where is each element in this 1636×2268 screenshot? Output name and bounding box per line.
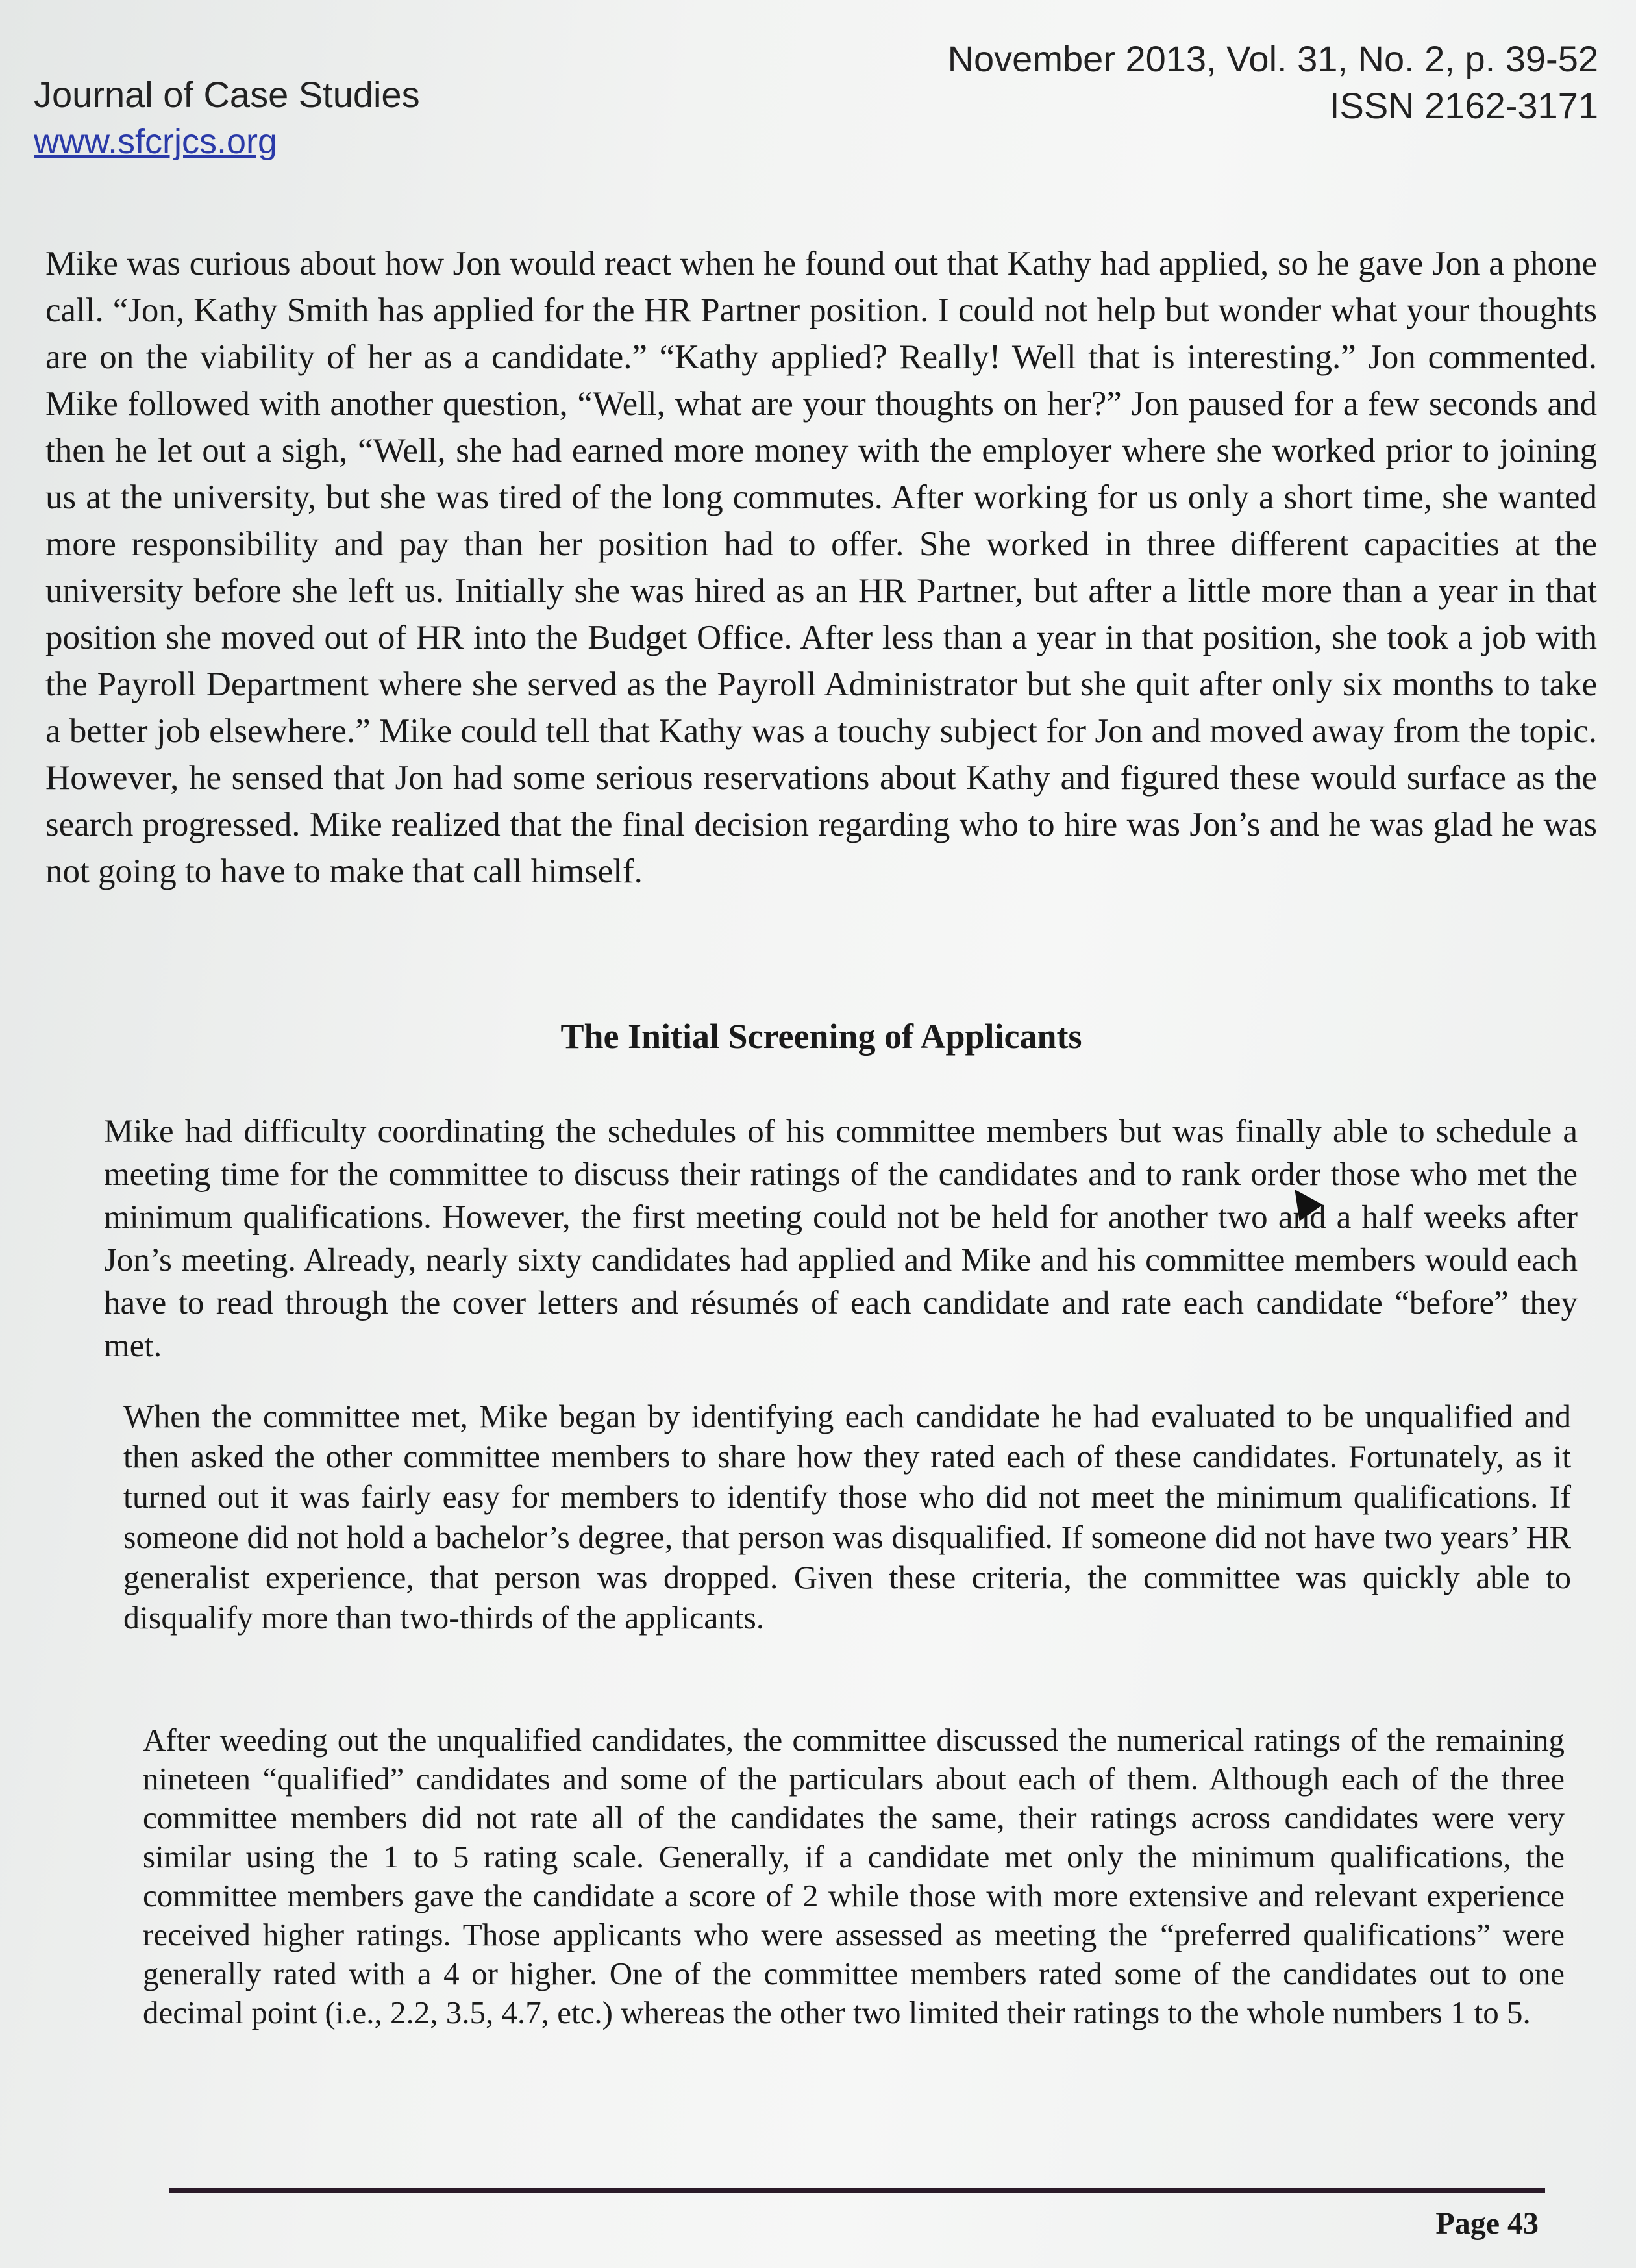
paragraph-2: Mike had difficulty coordinating the schedules of his committee members but was finally able to schedule a meeting time for the committee to discuss their ratings of the candidates and to rank order those who met the minimum qualifications. However, the first meeting could not be held for another two and a half weeks after Jon’s meeting. Already, nearly sixty candidates had applied and Mike and his committee members would each have to read through the cover letters and résumés of each candidate and rate each candidate “before” they met. <box>104 1114 1578 1364</box>
paragraph-4: After weeding out the unqualified candidates, the committee discussed the numerical ratings of the remaining nineteen “qualified” candidates and some of the particulars about each of them. Although each of the three committee members did not rate all of the candidates the same, their ratings across candidates were very similar using the 1 to 5 rating scale. Generally, if a candidate met only the minimum qualifications, the committee members gave the candidate a score of 2 while those with more extensive and relevant experience received higher ratings. Those applicants who were assessed as meeting the “preferred qualifications” were generally rated with a 4 or higher. One of the committee members rated some of the candidates out to one decimal point (i.e., 2.2, 3.5, 4.7, etc.) whereas the other two limited their ratings to the whole numbers 1 to 5. <box>143 1722 1565 2030</box>
footer-rule <box>169 2188 1545 2193</box>
header-right <box>948 36 1598 129</box>
header-left <box>34 71 420 165</box>
paragraph-3: When the committee met, Mike began by identifying each candidate he had evaluated to be unqualified and then asked the other committee members to share how they rated each of these candidates. Fortunately, as it turned out it was fairly easy for members to identify those who did not meet the minimum qualifications. If someone did not hold a bachelor’s degree, that person was disqualified. If someone did not have two years’ HR generalist experience, that person was dropped. Given these criteria, the committee was quickly able to disqualify more than two-thirds of the applicants. <box>123 1398 1571 1636</box>
issue-info: November 2013, Vol. 31, No. 2, p. 39-52 <box>947 38 1598 79</box>
journal-name: Journal of Case Studies <box>34 74 420 115</box>
page-number: Page 43 <box>1435 2206 1539 2241</box>
journal-url-link[interactable]: www.sfcrjcs.org <box>34 122 278 161</box>
paragraph-1: Mike was curious about how Jon would react when he found out that Kathy had applied, so he gave Jon a phone call. “Jon, Kathy Smith has applied for the HR Partner position. I could not help but wonder what your thoughts are on the viability of her as a candidate.” “Kathy applied? Really! Well that is interesting.” Jon commented. Mike followed with another question, “Well, what are your thoughts on her?” Jon paused for a few seconds and then he let out a sigh, “Well, she had earned more money with the employer where she worked prior to joining us at the university, but she was tired of the long commutes. After working for us only a short time, she wanted more responsibility and pay than her position had to offer. She worked in three different capacities at the university before she left us. Initially she was hired as an HR Partner, but after a little more than a year in that position she moved out of HR into the Budget Office. After less than a year in that position, she took a job with the Payroll Department where she served as the Payroll Administrator but she quit after only six months to take a better job elsewhere.” Mike could tell that Kathy was a touchy subject for Jon and moved away from the topic. However, he sensed that Jon had some serious reservations about Kathy and figured these would surface as the search progressed. Mike realized that the final decision regarding who to hire was Jon’s and he was glad he was not going to have to make that call himself. <box>45 245 1597 890</box>
issn: ISSN 2162-3171 <box>1329 85 1598 126</box>
section-heading: The Initial Screening of Applicants <box>560 1017 1082 1056</box>
